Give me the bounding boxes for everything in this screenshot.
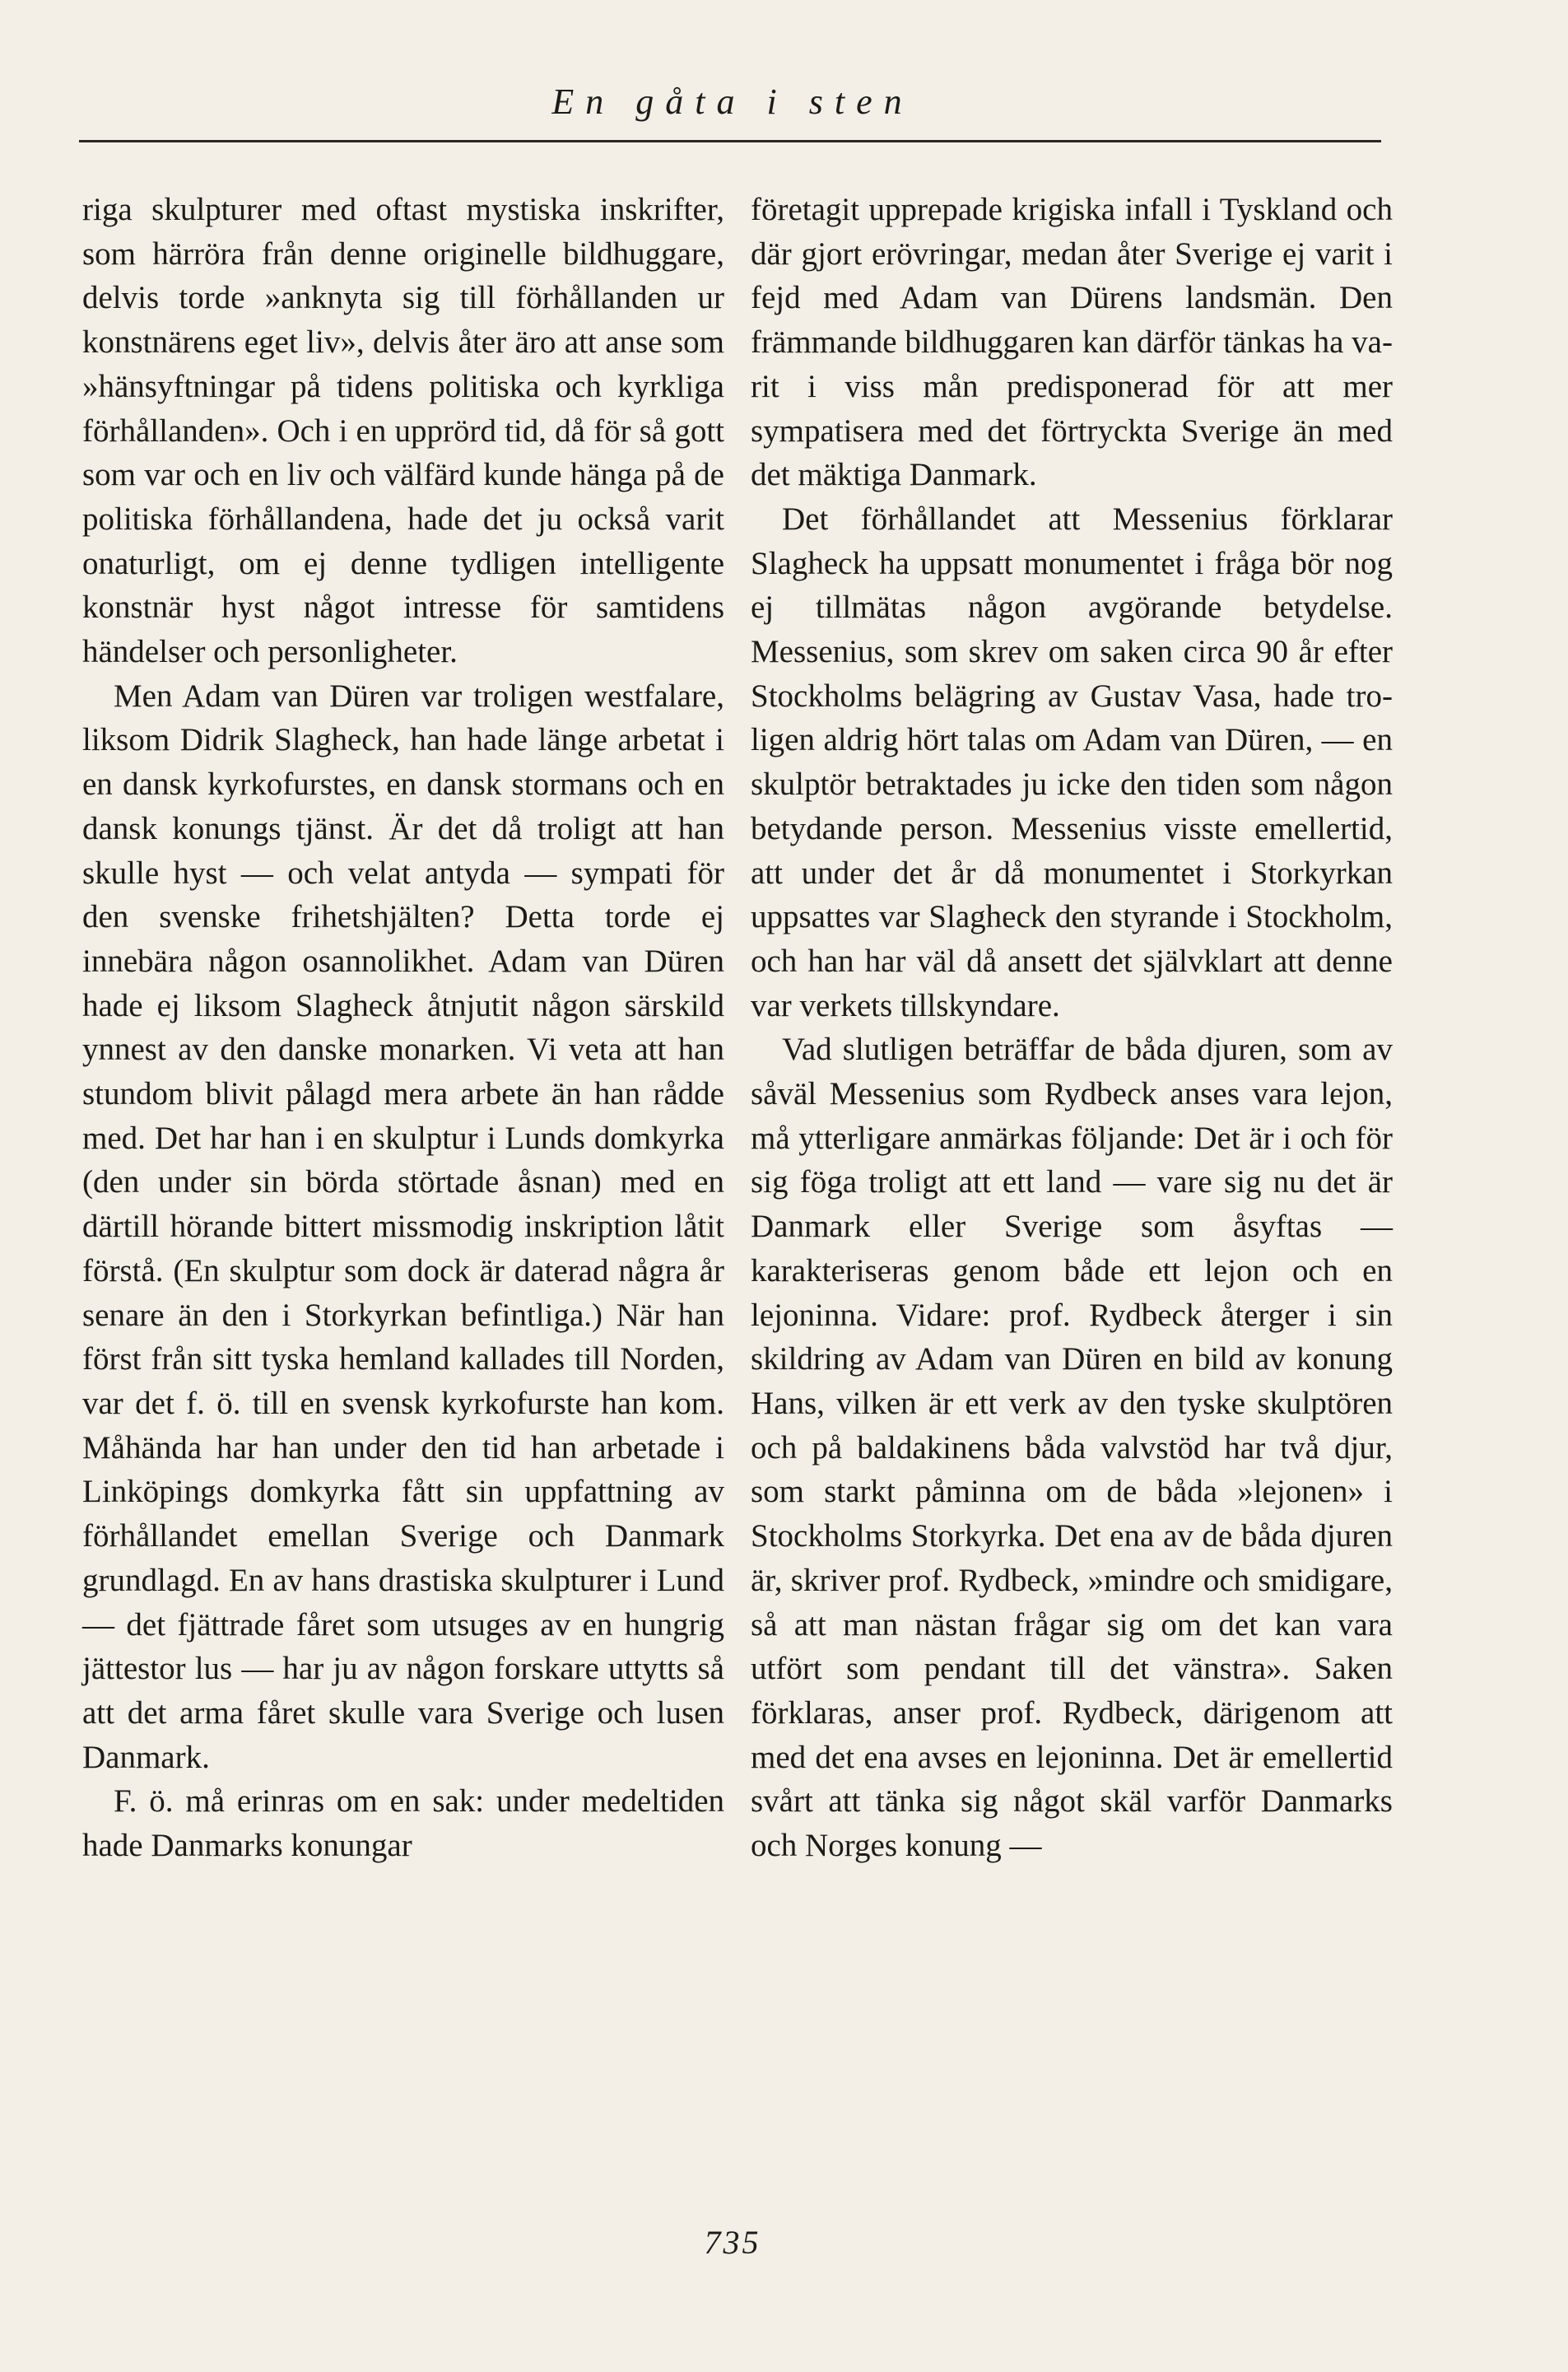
paragraph: företagit upprepade krigiska infall i Tyskland och där gjort erövringar, medan åter Sverige ej varit i fejd med Adam van Dürens landsmän. Den främmande bildhuggaren kan därför tänkas ha varit i viss mån predisponerad för att mer sympatisera med det förtryckta Sverige än med det mäktiga Danmark.: [751, 192, 1393, 493]
left-column: [82, 188, 724, 1868]
paragraph: F. ö. må erinras om en sak: under medeltiden hade Danmarks konungar: [82, 1783, 724, 1864]
page-number: 735: [704, 2224, 761, 2261]
running-head: En gåta i sten: [551, 82, 914, 122]
paragraph: Det förhållandet att Messenius förklarar Slagheck ha uppsatt monumentet i fråga bör nog ej tillmätas någon avgörande betydelse. Messenius, som skrev om saken circa 90 år efter Stockholms belägring av Gustav Vasa, hade troligen aldrig hört talas om Adam van Düren, — en skulptör betraktades ju icke den tiden som någon betydande person. Messenius visste emellertid, att under det år då monumentet i Storkyrkan uppsattes var Slagheck den styrande i Stockholm, och han har väl då ansett det självklart att denne var verkets tillskyndare.: [751, 501, 1393, 1023]
right-column: [751, 188, 1393, 1868]
paragraph: Vad slutligen beträffar de båda djuren, som av såväl Messenius som Rydbeck anses vara lejon, må ytterligare anmärkas följande: Det är i och för sig föga troligt att ett land — vare sig nu det är Danmark eller Sverige som åsyftas — karakteriseras genom både ett lejon och en lejoninna. Vidare: prof. Rydbeck återger i sin skildring av Adam van Düren en bild av konung Hans, vilken är ett verk av den tyske skulptören och på baldakinens båda valvstöd har två djur, som starkt påminna om de båda »lejonen» i Stockholms Storkyrka. Det ena av de båda djuren är, skriver prof. Rydbeck, »mindre och smidigare, så att man nästan frågar sig om det kan vara utfört som pendant till det vänstra». Saken förklaras, anser prof. Rydbeck, därigenom att med det ena avses en lejoninna. Det är emellertid svårt att tänka sig något skäl varför Danmarks och Norges konung —: [751, 1032, 1393, 1864]
paragraph: riga skulpturer med oftast mystiska inskrifter, som härröra från denne originelle bildhuggare, delvis torde »anknyta sig till förhållanden ur konstnärens eget liv», delvis åter äro att anse som »hänsyftningar på tidens politiska och kyrkliga förhållanden». Och i en upprörd tid, då för så gott som var och en liv och välfärd kunde hänga på de politiska förhållandena, hade det ju också varit onaturligt, om ej denne tydligen intelligente konstnär hyst något intresse för samtidens händelser och personligheter.: [82, 192, 724, 670]
header-rule: [79, 140, 1381, 142]
paragraph: Men Adam van Düren var troligen westfalare, liksom Didrik Slagheck, han hade länge arbetat i en dansk kyrkofurstes, en dansk stormans och en dansk konungs tjänst. Är det då troligt att han skulle hyst — och velat antyda — sympati för den svenske frihetshjälten? Detta torde ej innebära någon osannolikhet. Adam van Düren hade ej liksom Slagheck åtnjutit någon särskild ynnest av den danske monarken. Vi veta att han stundom blivit pålagd mera arbete än han rådde med. Det har han i en skulptur i Lunds domkyrka (den under sin börda störtade åsnan) med en därtill hörande bittert missmodig inskription låtit förstå. (En skulptur som dock är daterad några år senare än den i Storkyrkan befintliga.) När han först från sitt tyska hemland kallades till Norden, var det f. ö. till en svensk kyrkofurste han kom. Måhända har han under den tid han arbetade i Linköpings domkyrka fått sin uppfattning av förhållandet emellan Sverige och Danmark grundlagd. En av hans drastiska skulpturer i Lund — det fjättrade fåret som utsuges av en hungrig jättestor lus — har ju av någon forskare uttytts så att det arma fåret skulle vara Sverige och lusen Danmark.: [82, 678, 724, 1775]
